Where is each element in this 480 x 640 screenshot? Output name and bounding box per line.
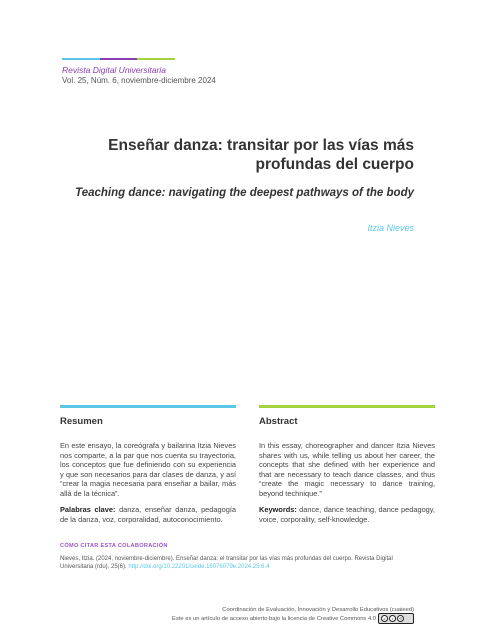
issue-info: Vol. 25, Núm. 6, noviembre-diciembre 2024: [62, 76, 216, 85]
footer-license: Este es un artículo de acceso abierto bajo la licencia de Creative Commons 4.0: [172, 616, 376, 622]
resumen-text: En este ensayo, la coreógrafa y bailarina Itzia Nieves nos comparte, a la par que nos cuenta su trayectoria, los conceptos que fue definiendo con su experiencia y que son necesarios para dar clases de danza, y así “crear la magia necesaria para enseñar a bailar, más allá de la técnica”.: [60, 441, 236, 498]
abstract-text: In this essay, choreographer and dancer Itzia Nieves shares with us, while telling us about her career, the concepts that she defined with her experience and that are necessary to teach dance classes, and thus “create the magic necessary to dance training, beyond technique.”: [259, 441, 435, 498]
abstract-keywords-label: Keywords:: [259, 505, 297, 514]
resumen-bar: [60, 405, 236, 408]
resumen-keywords-list: danza, enseñar danza, pedagogía de la danza, voz, corporalidad, autoconocimiento.: [60, 505, 236, 524]
footer-coordination: Coordinación de Evaluación, Innovación y Desarrollo Educativos (cuaieed): [222, 607, 414, 613]
citation-doi-link[interactable]: http://doi.org/10.22201/ceide.16076079e.2024.25.6.4: [128, 564, 270, 570]
abstract-section: [259, 405, 435, 524]
journal-name: Revista Digital Universitaria: [62, 65, 166, 75]
citation-reference: Nieves, Itzia. (2024, noviembre-diciembre). Enseñar danza: el transitar por las vías más profundas del cuerpo. Revista Digital Universitaria (rdu), 25(6).: [60, 556, 393, 570]
abstract-heading: Abstract: [259, 416, 298, 427]
sa-icon: ⟲: [398, 616, 403, 621]
cc-icon: c: [381, 615, 388, 622]
header-bar-green: [137, 58, 175, 60]
resumen-keywords-label: Palabras clave:: [60, 505, 116, 514]
article-title-en: Teaching dance: navigating the deepest pathways of the body: [75, 187, 414, 199]
resumen-keywords: [60, 505, 236, 524]
creative-commons-badge[interactable]: [378, 613, 414, 624]
citation-text: [60, 555, 420, 571]
header-bar-purple: [100, 58, 138, 60]
by-icon: i: [389, 615, 396, 622]
author-name[interactable]: Itzia Nieves: [367, 223, 414, 233]
header-bar-cyan: [62, 58, 100, 60]
resumen-section: [60, 405, 236, 524]
citation-heading: CÓMO CITAR ESTA COLABORACIÓN: [60, 543, 168, 549]
article-title-es: Enseñar danza: transitar por las vías más profundas del cuerpo: [108, 137, 414, 173]
resumen-heading: Resumen: [60, 416, 103, 427]
abstract-keywords: [259, 505, 435, 524]
header-color-bar: [62, 58, 175, 60]
abstract-bar: [259, 405, 435, 408]
abstract-keywords-list: dance, dance teaching, dance pedagogy, voice, corporality, self-knowledge.: [259, 505, 435, 524]
